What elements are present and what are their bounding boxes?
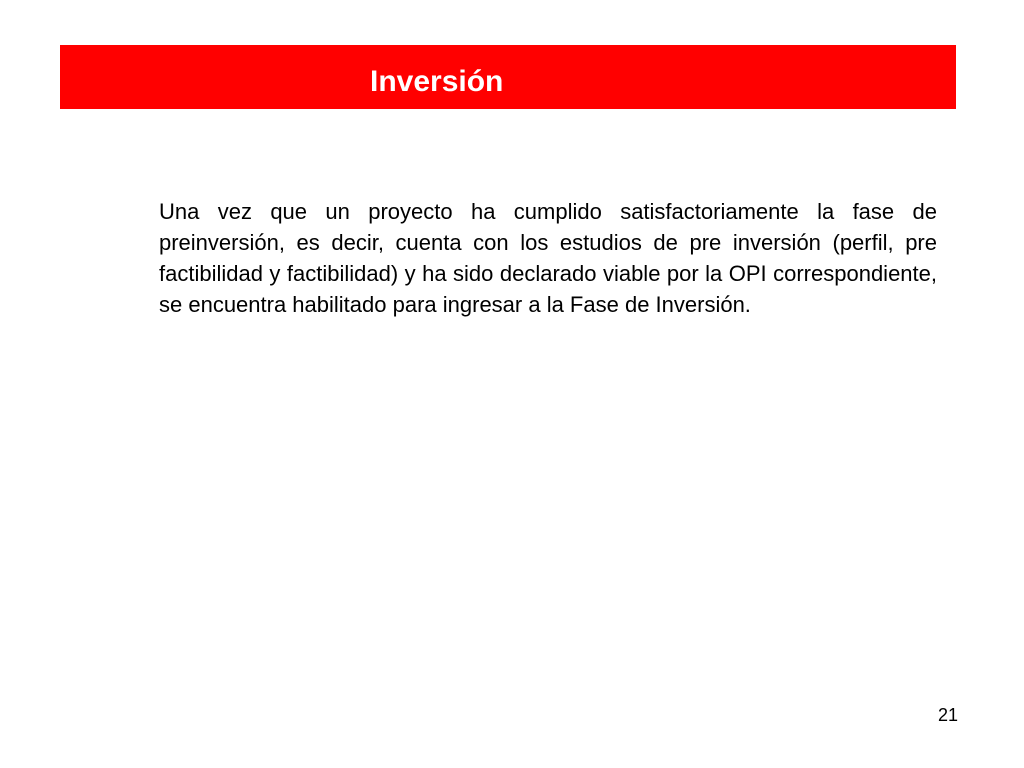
body-paragraph: Una vez que un proyecto ha cumplido satisfactoriamente la fase de preinversión, es decir, cuenta con los estudios de pre inversión (perfil, pre factibilidad y factibilidad) y ha sido declarado viable por la OPI correspondiente, se encuentra habilitado para ingresar a la Fase de Inversión. bbox=[159, 199, 937, 317]
title-bar bbox=[60, 45, 956, 109]
slide-title: Inversión bbox=[370, 65, 504, 98]
page-number: 21 bbox=[938, 705, 959, 725]
